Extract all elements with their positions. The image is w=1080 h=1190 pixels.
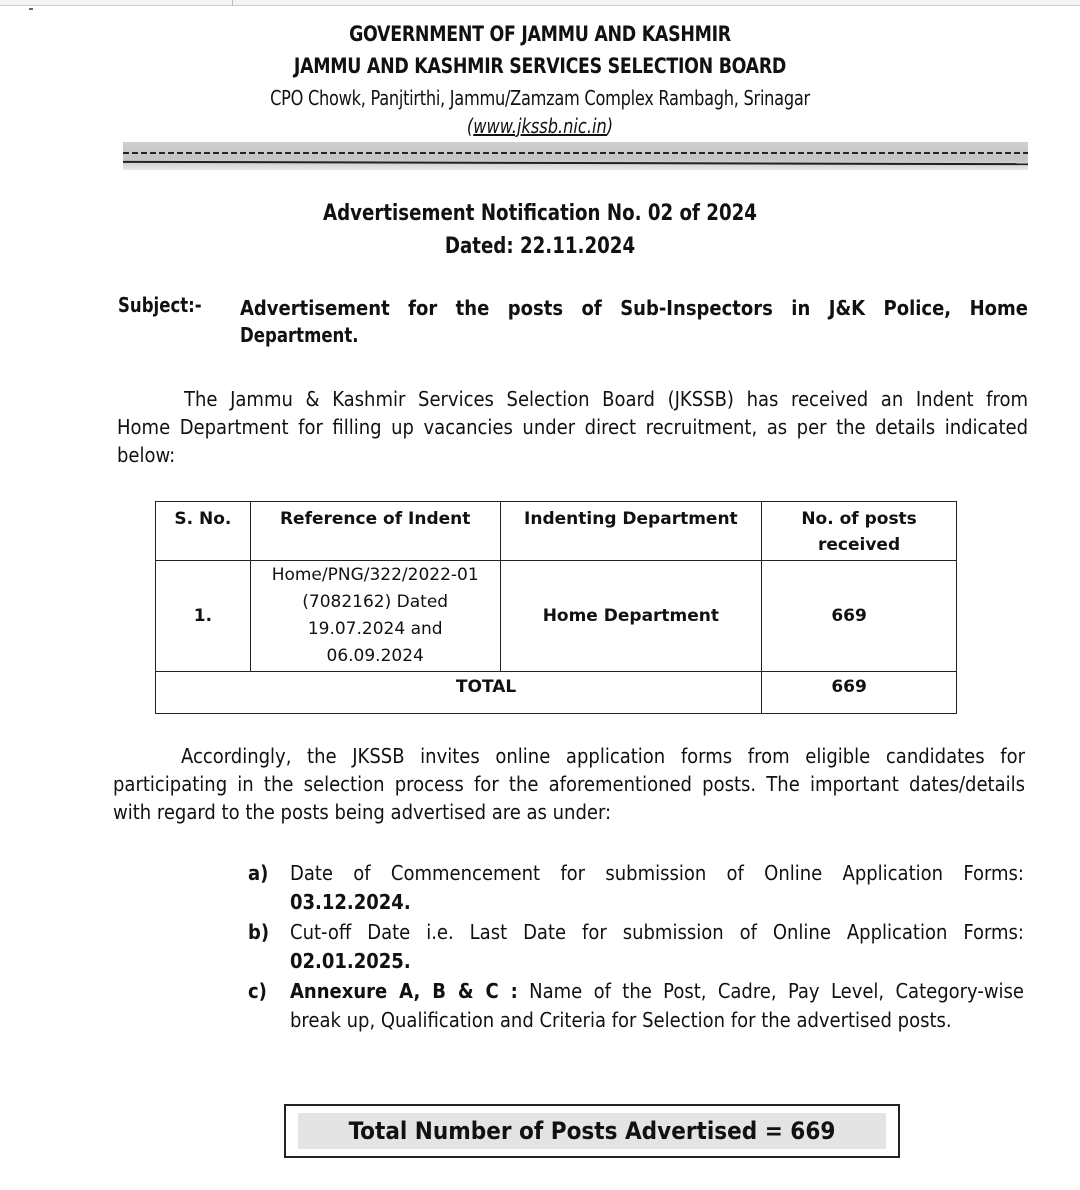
cutoff-date: 02.01.2025. [290,949,411,973]
header-separator [123,142,1028,170]
viewer-toolbar-edge [0,0,1080,6]
item-label: b) [248,920,270,944]
accordingly-line-3: with regard to the posts being advertised are as under: [113,800,612,824]
header-address: CPO Chowk, Panjtirthi, Jammu/Zamzam Complex Rambagh, Srinagar [270,86,810,110]
reference-line: Home/PNG/322/2022-01 [271,565,479,585]
list-item [248,918,1024,976]
accordingly-line-1: Accordingly, the JKSSB invites online application forms from eligible candidates for [181,744,1025,768]
subject-line-1: Advertisement for the posts of Sub-Inspectors in J&K Police, Home [240,296,1028,320]
total-posts-box [284,1104,900,1158]
reference-line: 19.07.2024 and [307,619,443,639]
cell-reference [250,561,500,672]
table-total-row [156,672,957,714]
subject-line-2: Department. [240,323,359,347]
header-posts: No. of posts received [762,502,957,561]
commencement-date: 03.12.2024. [290,890,411,914]
intro-line-1: The Jammu & Kashmir Services Selection Board (JKSSB) has received an Indent from [184,387,1028,411]
solid-line [123,161,1028,165]
item-text: Date of Commencement for submission of Online Application Forms: [290,861,1024,885]
website-link[interactable]: www.jkssb.nic.in [473,114,607,138]
header-website[interactable]: (www.jkssb.nic.in) [466,114,614,138]
cursor-mark [29,8,33,10]
accordingly-paragraph [113,742,1025,826]
header-reference: Reference of Indent [250,502,500,561]
notification-date: Dated: 22.11.2024 [444,234,636,259]
item-label: a) [248,861,269,885]
accordingly-line-2: participating in the selection process for the aforementioned posts. The important dates/details [113,772,1025,796]
list-item [248,977,1024,1035]
dashed-line [123,152,1028,154]
item-label: c) [248,979,267,1003]
reference-line: (7082162) Dated [302,592,449,612]
total-label: TOTAL [156,672,762,714]
indent-table [155,501,957,714]
total-value: 669 [762,672,957,714]
item-text: Cut-off Date i.e. Last Date for submission of Online Application Forms: [290,920,1024,944]
item-text [290,977,1024,1006]
table-header-row [156,502,957,561]
header-government: GOVERNMENT OF JAMMU AND KASHMIR [349,22,731,46]
table-row [156,561,957,672]
toolbar-divider [232,0,233,6]
header-department: Indenting Department [500,502,762,561]
annexure-text: Name of the Post, Cadre, Pay Level, Category-wise [517,979,1024,1003]
notification-title: Advertisement Notification No. 02 of 2024 [323,201,757,226]
header-board: JAMMU AND KASHMIR SERVICES SELECTION BOARD [293,54,787,78]
subject-label: Subject:- [118,293,202,317]
item-text-2: break up, Qualification and Criteria for Selection for the advertised posts. [290,1008,952,1032]
intro-paragraph [117,385,1028,469]
cell-sno: 1. [156,561,251,672]
annexure-label: Annexure A, B & C : [290,979,518,1003]
reference-line: 06.09.2024 [326,646,424,666]
intro-line-3: below: [117,443,176,467]
header-sno: S. No. [156,502,251,561]
list-item [248,859,1024,917]
cell-posts: 669 [762,561,957,672]
intro-line-2: Home Department for filling up vacancies under direct recruitment, as per the details indicated [117,415,1028,439]
total-posts-text: Total Number of Posts Advertised = 669 [298,1113,886,1149]
cell-department: Home Department [500,561,762,672]
